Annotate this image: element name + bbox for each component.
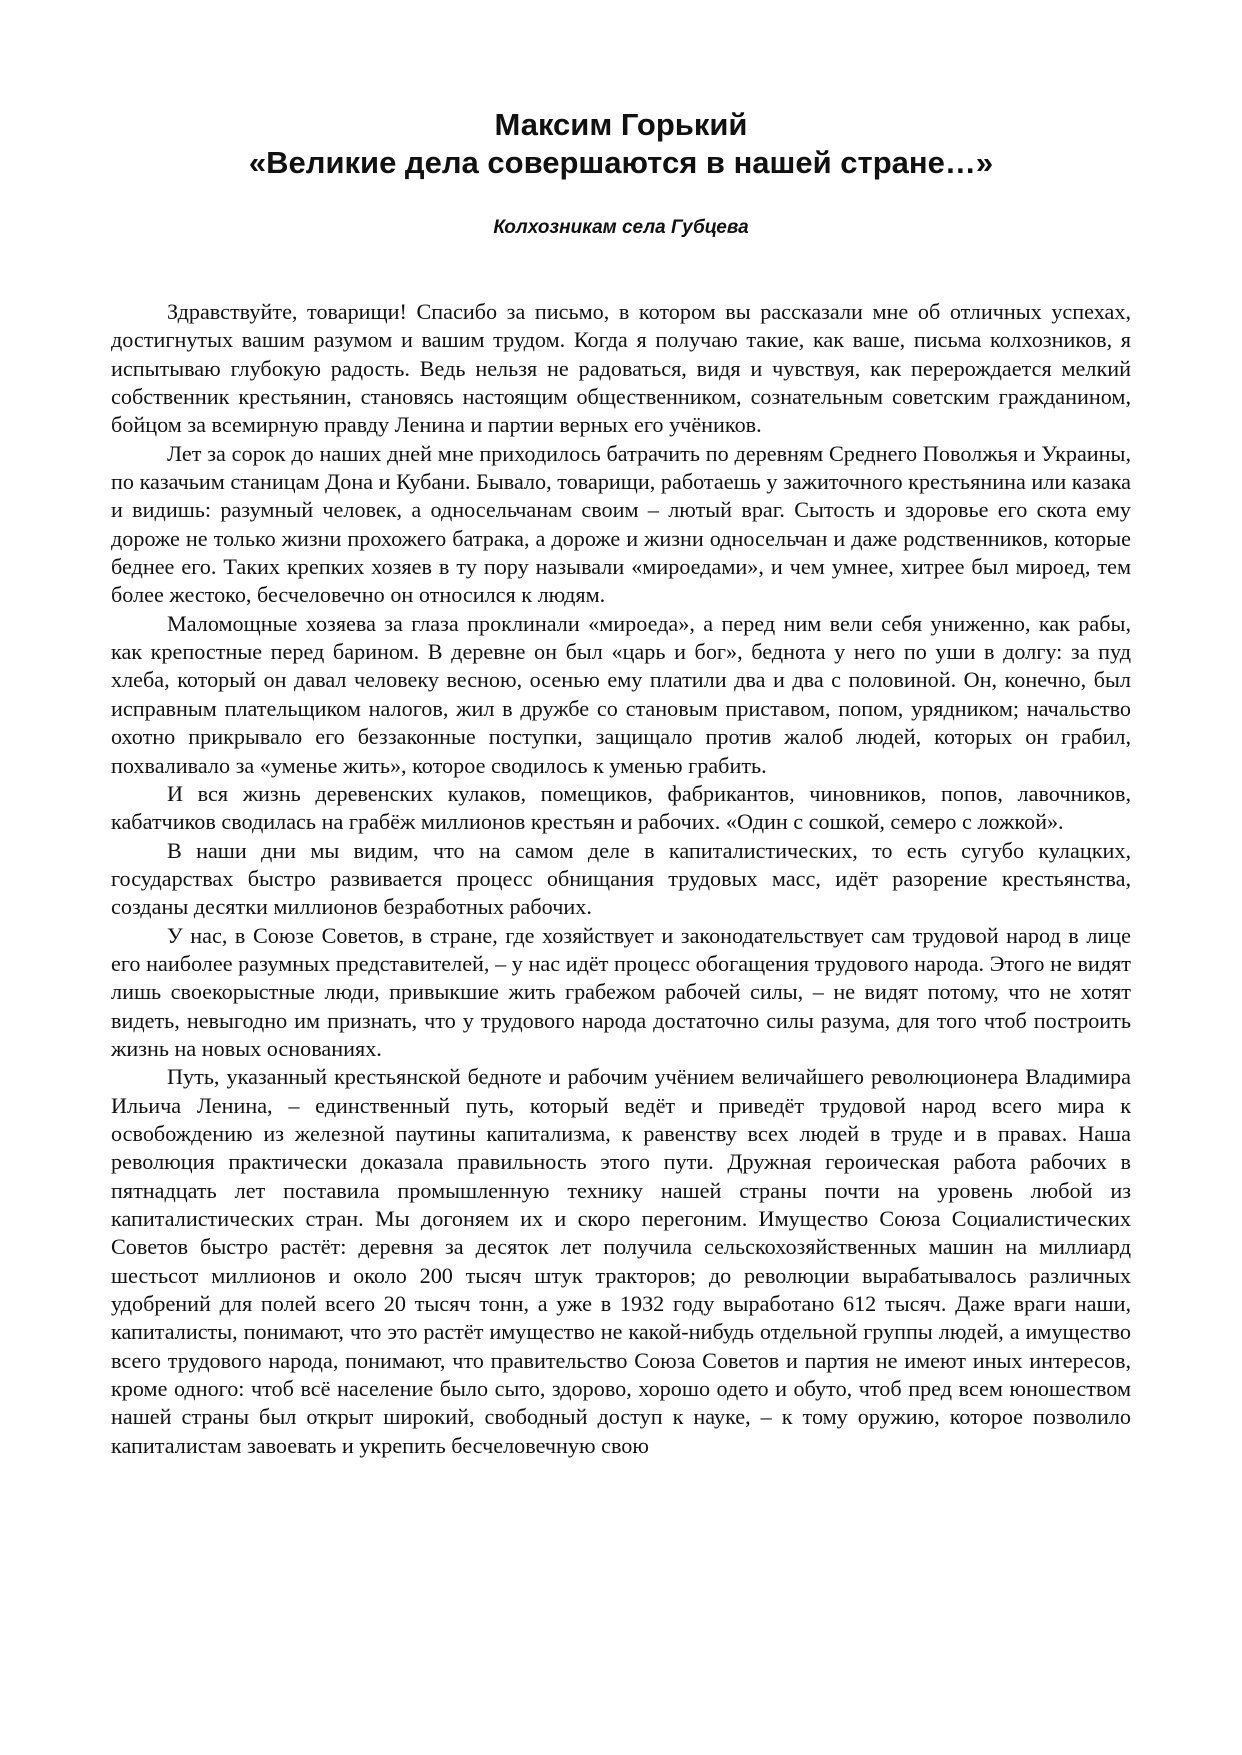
- paragraph: И вся жизнь деревенских кулаков, помещиков, фабрикантов, чиновников, попов, лавочников, кабатчиков сводилась на грабёж миллионов крестьян и рабочих. «Один с сошкой, семеро с ложкой».: [111, 780, 1131, 835]
- paragraph: У нас, в Союзе Советов, в стране, где хозяйствует и законодательствует сам трудовой народ в лице его наиболее разумных представителей, – у нас идёт процесс обогащения трудового народа. Этого не видят лишь своекорыстные люди, привыкшие жить грабежом рабочей силы, – не видят потому, что не хотят видеть, невыгодно им признать, что у трудового народа достаточно силы разума, для того чтоб построить жизнь на новых основаниях.: [111, 922, 1131, 1061]
- paragraph: Маломощные хозяева за глаза проклинали «мироеда», а перед ним вели себя униженно, как рабы, как крепостные перед барином. В деревне он был «царь и бог», беднота у него по уши в долгу: за пуд хлеба, который он давал человеку весною, осенью ему платили два и два с половиной. Он, конечно, был исправным плательщиком налогов, жил в дружбе со становым приставом, попом, урядником; начальство охотно прикрывало его беззаконные поступки, защищало против жалоб людей, которых он грабил, похваливало за «уменье жить», которое сводилось к уменью грабить.: [111, 610, 1131, 778]
- dedication-subtitle: Колхозникам села Губцева: [493, 217, 749, 238]
- paragraph: Лет за сорок до наших дней мне приходилось батрачить по деревням Среднего Поволжья и Украины, по казачьим станицам Дона и Кубани. Бывало, товарищи, работаешь у зажиточного крестьянина или казака и видишь: разумный человек, а односельчанам своим – лютый враг. Сытость и здоровье его скота ему дороже не только жизни прохожего батрака, а дороже и жизни односельчан и даже родственников, которые беднее его. Таких крепких хозяев в ту пору называли «мироедами», и чем умнее, хитрее был мироед, тем более жестоко, бесчеловечно он относился к людям.: [111, 440, 1131, 608]
- author-name: Максим Горький: [494, 107, 748, 142]
- body-text: [111, 298, 1131, 1460]
- document-title: «Великие дела совершаются в нашей стране…»: [248, 145, 994, 180]
- paragraph: В наши дни мы видим, что на самом деле в капиталистических, то есть сугубо кулацких, государствах быстро развивается процесс обнищания трудовых масс, идёт разорение крестьянства, созданы десятки миллионов безработных рабочих.: [111, 837, 1131, 920]
- document-header: [0, 106, 1242, 182]
- paragraph: Путь, указанный крестьянской бедноте и рабочим учёнием величайшего революционера Владимира Ильича Ленина, – единственный путь, который ведёт и приведёт трудовой народ всего мира к освобождению из железной паутины капитализма, к равенству всех людей в труде и в правах. Наша революция практически доказала правильность этого пути. Дружная героическая работа рабочих в пятнадцать лет поставила промышленную технику нашей страны почти на уровень любой из капиталистических стран. Мы догоняем их и скоро перегоним. Имущество Союза Социалистических Советов быстро растёт: деревня за десяток лет получила сельскохозяйственных машин на миллиард шестьсот миллионов и около 200 тысяч штук тракторов; до революции вырабатывалось различных удобрений для полей всего 20 тысяч тонн, а уже в 1932 году выработано 612 тысяч. Даже враги наши, капиталисты, понимают, что это растёт имущество не какой-нибудь отдельной группы людей, а имущество всего трудового народа, понимают, что правительство Союза Советов и партия не имеют иных интересов, кроме одного: чтоб всё население было сыто, здорово, хорошо одето и обуто, чтоб пред всем юношеством нашей страны был открыт широкий, свободный доступ к науке, – к тому оружию, которое позволило капиталистам завоевать и укрепить бесчеловечную свою: [111, 1064, 1131, 1458]
- paragraph: Здравствуйте, товарищи! Спасибо за письмо, в котором вы рассказали мне об отличных успехах, достигнутых вашим разумом и вашим трудом. Когда я получаю такие, как ваше, письма колхозников, я испытываю глубокую радость. Ведь нельзя не радоваться, видя и чувствуя, как перерождается мелкий собственник крестьянин, становясь настоящим общественником, сознательным советским гражданином, бойцом за всемирную правду Ленина и партии верных его учёников.: [111, 299, 1131, 438]
